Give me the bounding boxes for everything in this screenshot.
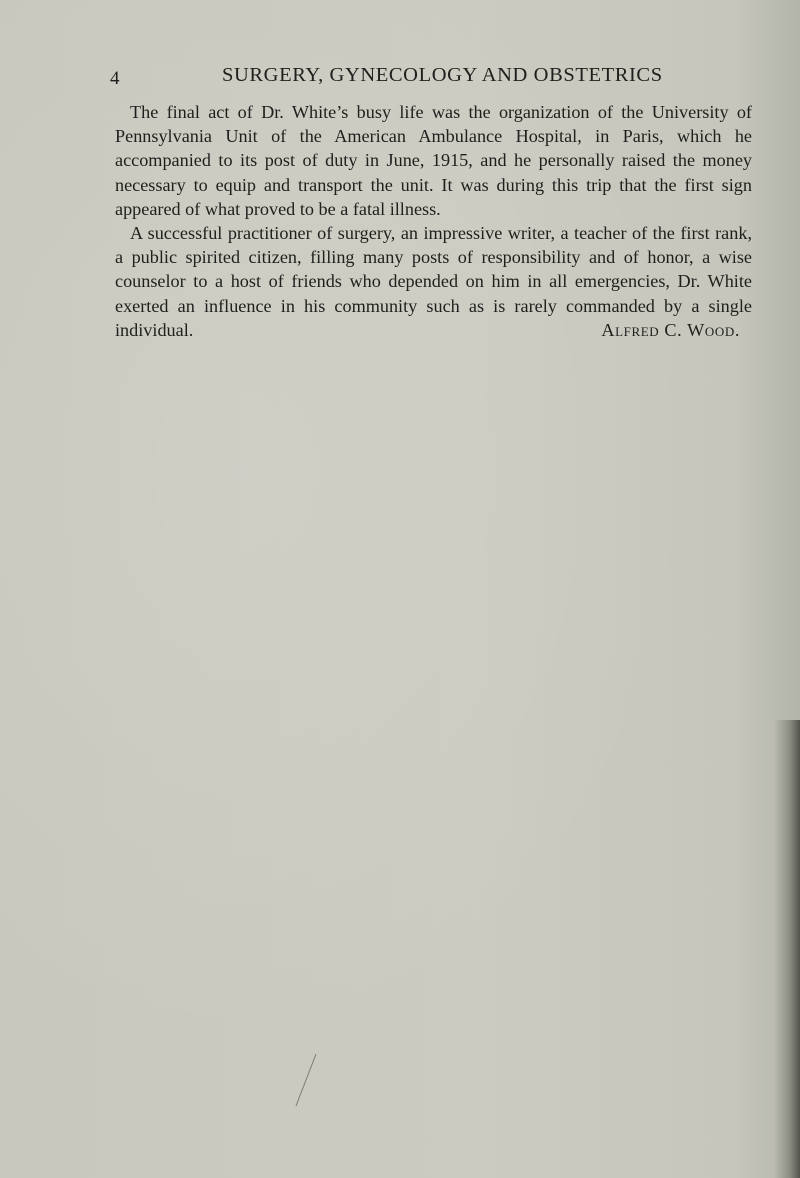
paragraph-text: A successful practitioner of surgery, an impressive writer, a teacher of the first rank, a public spirited citizen, filling many posts of responsibility and of honor, a wise counselor to a host of friends who depended on him in all emergencies, Dr. White exerted an influence in his community such as is rarely commanded by a single individual.: [115, 223, 752, 340]
article-body: [115, 100, 752, 342]
pencil-mark: [290, 1050, 320, 1110]
page-number: 4: [110, 68, 120, 89]
running-head: SURGERY, GYNECOLOGY AND OBSTETRICS: [222, 64, 663, 86]
paragraph: The final act of Dr. White’s busy life was the organization of the University of Pennsylvania Unit of the American Ambulance Hospital, in Paris, which he accompanied to its post of duty in June, 1915, and he personally raised the money necessary to equip and transport the unit. It was during this trip that the first sign appeared of what proved to be a fatal illness.: [115, 102, 752, 219]
paragraph-with-signature: [115, 221, 752, 342]
page-header: [110, 62, 750, 92]
page-edge-shadow: [774, 720, 800, 1178]
author-signature: Alfred C. Wood.: [601, 319, 740, 340]
